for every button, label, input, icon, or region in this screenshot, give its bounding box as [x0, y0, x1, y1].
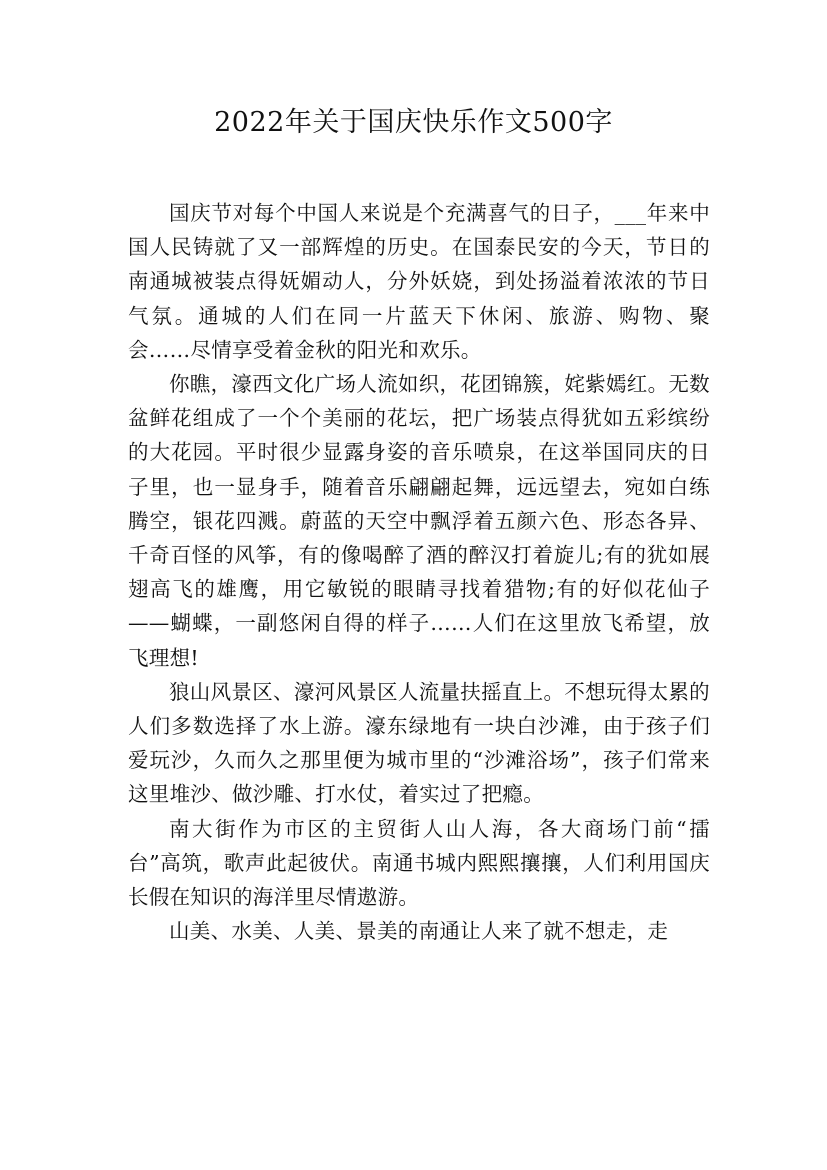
- paragraph-1: 国庆节对每个中国人来说是个充满喜气的日子，___年来中国人民铸就了又一部辉煌的历史。在国泰民安的今天，节日的南通城被装点得妩媚动人，分外妖娆，到处扬溢着浓浓的节日气氛。通城的人们在同一片蓝天下休闲、旅游、购物、聚会……尽情享受着金秋的阳光和欢乐。: [128, 201, 710, 362]
- paragraph-4: 南大街作为市区的主贸街人山人海，各大商场门前“擂台”高筑，歌声此起彼伏。南通书城内熙熙攘攘，人们利用国庆长假在知识的海洋里尽情遨游。: [128, 816, 710, 910]
- paragraph-5: 山美、水美、人美、景美的南通让人来了就不想走，走: [169, 919, 669, 944]
- paragraph-3: 狼山风景区、濠河风景区人流量扶摇直上。不想玩得太累的人们多数选择了水上游。濠东绿地有一块白沙滩，由于孩子们爱玩沙，久而久之那里便为城市里的“沙滩浴场”，孩子们常来这里堆沙、做沙雕、打水仗，着实过了把瘾。: [128, 679, 710, 807]
- document-title: 2022年关于国庆快乐作文500字: [214, 107, 613, 138]
- paragraph-2: 你瞧，濠西文化广场人流如织，花团锦簇，姹紫嫣红。无数盆鲜花组成了一个个美丽的花坛，把广场装点得犹如五彩缤纷的大花园。平时很少显露身姿的音乐喷泉，在这举国同庆的日子里，也一显身手，随着音乐翩翩起舞，远远望去，宛如白练腾空，银花四溅。蔚蓝的天空中飘浮着五颜六色、形态各异、千奇百怪的风筝，有的像喝醉了酒的醉汉打着旋儿;有的犹如展翅高飞的雄鹰，用它敏锐的眼睛寻找着猎物;有的好似花仙子——蝴蝶，一副悠闲自得的样子……人们在这里放飞希望，放飞理想!: [128, 372, 710, 670]
- document-body: [128, 196, 710, 948]
